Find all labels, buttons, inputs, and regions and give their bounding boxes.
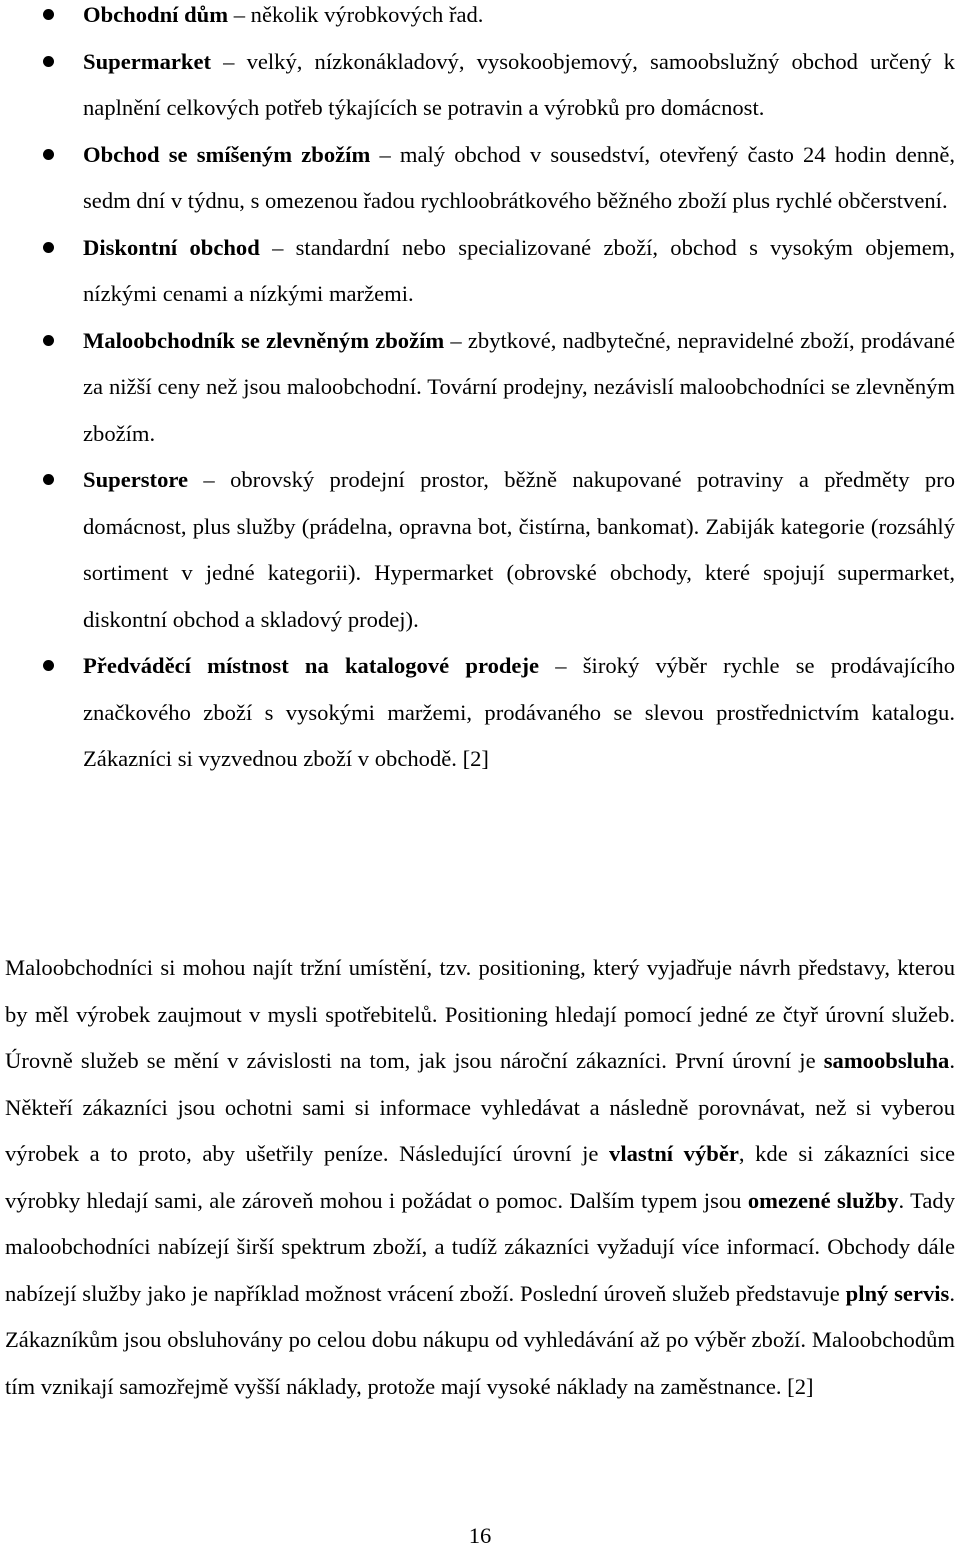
item-dash: – [450,327,462,353]
item-text: malý obchod v sousedství, otevřený často 24 hodin denně, sedm dní v týdnu, s omezenou řadou rychloobrátkového běžného zboží plus rychlé občerstvení. [83,141,955,213]
paragraph-bold-term: vlastní výběr [609,1141,739,1166]
item-term: Obchod se smíšeným zbožím [83,141,371,167]
item-dash: – [203,467,215,492]
paragraph-bold-term: samoobsluha [823,1048,950,1073]
item-dash: – [223,48,235,74]
item-text: několik výrobkových řad. [250,2,484,27]
item-term: Obchodní dům [83,2,229,27]
item-term: Maloobchodník se zlevněným zbožím [83,327,445,353]
list-item [0,132,960,225]
paragraph-text: . Zákazníkům jsou obsluhovány po celou dobu nákupu od vyhledávání až po výběr zboží. Maloobchodům tím vznikají samozřejmě vyšší náklady, protože mají vysoké náklady na zaměstnance. [2] [5,1280,955,1399]
bullet-icon [43,56,54,67]
item-dash: – [379,141,391,167]
item-dash: – [233,2,245,27]
page-number: 16 [468,1523,492,1548]
bullet-icon [43,9,54,20]
item-term: Superstore [83,467,189,492]
bullet-icon [43,474,54,485]
paragraph-text: Maloobchodníci si mohou najít tržní umístění, tzv. positioning, který vyjadřuje návrh představy, kterou by měl výrobek zaujmout v mysli spotřebitelů. Positioning hledají pomocí jedné ze čtyř úrovní služeb. Úrovně služeb se mění v závislosti na tom, jak jsou nároční zákazníci. První úrovní je [5,955,955,1073]
list-item [0,643,960,783]
list-item [0,457,960,643]
list-item [0,318,960,458]
paragraph-text: , kde si zákazníci sice výrobky hledají sami, ale zároveň mohou i požádat o pomoc. Dalším typem jsou [5,1141,955,1213]
item-text: obrovský prodejní prostor, běžně nakupované potraviny a předměty pro domácnost, plus služby (prádelna, opravna bot, čistírna, bankomat). Zabiják kategorie (rozsáhlý sortiment v jedné kategorii). Hypermarket (obrovské obchody, které spojují supermarket, diskontní obchod a skladový prodej). [83,467,956,632]
item-term: Diskontní obchod [83,234,260,260]
list-item [0,0,960,39]
bullet-icon [43,242,54,253]
item-text: standardní nebo specializované zboží, obchod s vysokým objemem, nízkými cenami a nízkými maržemi. [83,234,956,306]
item-text: široký výběr rychle se prodávajícího značkového zboží s vysokými maržemi, prodávaného se slevou prostřednictvím katalogu. Zákazníci si vyzvednou zboží v obchodě. [2] [83,653,956,771]
item-text: zbytkové, nadbytečné, nepravidelné zboží, prodávané za nižší ceny než jsou maloobchodní. Tovární prodejny, nezávislí maloobchodníci se zlevněným zbožím. [83,327,955,446]
item-text: velký, nízkonákladový, vysokoobjemový, samoobslužný obchod určený k naplnění celkových potřeb týkajících se potravin a výrobků pro domácnost. [83,48,955,120]
item-term: Supermarket [83,48,212,74]
bullet-icon [43,660,54,671]
paragraph-text: . Někteří zákazníci jsou ochotni sami si informace vyhledávat a následně porovnávat, než si vyberou výrobek a to proto, aby ušetřily peníze. Následující úrovní je [5,1048,955,1166]
positioning-paragraph [5,945,955,1410]
bullet-icon [43,335,54,346]
paragraph-text: . Tady maloobchodníci nabízejí širší spektrum zboží, a tudíž zákazníci vyžadují více informací. Obchody dále nabízejí služby jako je například možnost vrácení zboží. Poslední úroveň služeb představuje [5,1187,955,1306]
paragraph-bold-term: plný servis [845,1280,950,1306]
list-item [0,225,960,318]
item-dash: – [555,653,567,678]
item-dash: – [272,234,284,260]
paragraph-bold-term: omezené služby [747,1187,899,1213]
bullet-icon [43,149,54,160]
item-term: Předváděcí místnost na katalogové prodeje [83,653,540,678]
list-item [0,39,960,132]
